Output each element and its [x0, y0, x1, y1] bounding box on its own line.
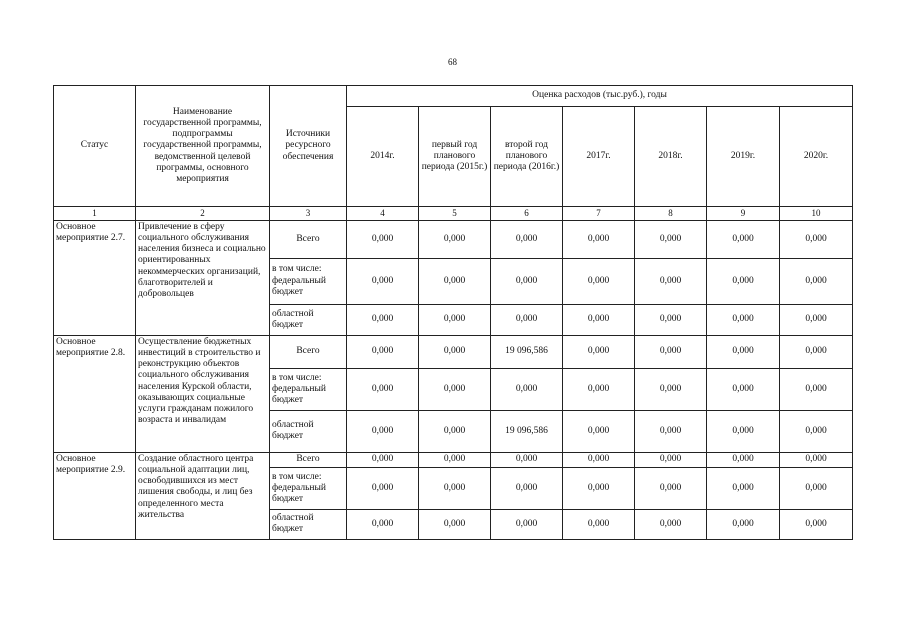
expenditure-table: [53, 85, 853, 540]
amount-cell: 0,000: [563, 304, 635, 335]
column-number: 7: [563, 207, 635, 221]
amount-cell: 0,000: [563, 467, 635, 509]
amount-cell: 0,000: [563, 258, 635, 304]
amount-cell: 0,000: [635, 509, 707, 539]
amount-cell: 0,000: [419, 467, 491, 509]
amount-cell: 0,000: [780, 220, 853, 258]
header-year: 2020г.: [780, 107, 853, 207]
table-row: [54, 335, 853, 368]
amount-cell: 0,000: [707, 410, 780, 452]
amount-cell: 0,000: [707, 452, 780, 467]
amount-cell: 0,000: [707, 335, 780, 368]
amount-cell: 0,000: [635, 410, 707, 452]
table-row: [54, 452, 853, 467]
funding-source: в том числе: федеральный бюджет: [270, 368, 347, 410]
amount-cell: 0,000: [707, 220, 780, 258]
column-number: 6: [491, 207, 563, 221]
amount-cell: 0,000: [491, 509, 563, 539]
table-row: [54, 220, 853, 258]
amount-cell: 0,000: [780, 467, 853, 509]
amount-cell: 0,000: [347, 509, 419, 539]
amount-cell: 0,000: [563, 220, 635, 258]
amount-cell: 0,000: [419, 220, 491, 258]
column-number: 10: [780, 207, 853, 221]
funding-source: областной бюджет: [270, 304, 347, 335]
amount-cell: 0,000: [707, 467, 780, 509]
header-name: Наименование государственной программы, подпрограммы государственной программы, ведомственной целевой программы, основного мероприятия: [136, 86, 270, 207]
amount-cell: 0,000: [707, 509, 780, 539]
amount-cell: 0,000: [563, 410, 635, 452]
amount-cell: 0,000: [780, 509, 853, 539]
amount-cell: 0,000: [491, 467, 563, 509]
amount-cell: 0,000: [419, 509, 491, 539]
amount-cell: 0,000: [419, 410, 491, 452]
amount-cell: 0,000: [347, 467, 419, 509]
activity-status: Основное мероприятие 2.7.: [54, 220, 136, 335]
header-status: Статус: [54, 86, 136, 207]
amount-cell: 19 096,586: [491, 410, 563, 452]
header-year: первый год планового периода (2015г.): [419, 107, 491, 207]
column-number-row: [54, 207, 853, 221]
column-number: 3: [270, 207, 347, 221]
funding-source: Всего: [270, 335, 347, 368]
amount-cell: 19 096,586: [491, 335, 563, 368]
amount-cell: 0,000: [635, 368, 707, 410]
amount-cell: 0,000: [780, 368, 853, 410]
activity-status: Основное мероприятие 2.9.: [54, 452, 136, 539]
header-year: 2014г.: [347, 107, 419, 207]
amount-cell: 0,000: [419, 258, 491, 304]
amount-cell: 0,000: [419, 452, 491, 467]
header-year: 2019г.: [707, 107, 780, 207]
amount-cell: 0,000: [563, 509, 635, 539]
funding-source: областной бюджет: [270, 509, 347, 539]
activity-rows: [54, 220, 853, 539]
amount-cell: 0,000: [347, 335, 419, 368]
column-number: 1: [54, 207, 136, 221]
amount-cell: 0,000: [491, 220, 563, 258]
amount-cell: 0,000: [347, 410, 419, 452]
header-year: 2017г.: [563, 107, 635, 207]
amount-cell: 0,000: [347, 258, 419, 304]
funding-source: Всего: [270, 220, 347, 258]
activity-name: Осуществление бюджетных инвестиций в строительство и реконструкцию объектов социального обслуживания населения Курской области, оказывающих социальные услуги гражданам пожилого возраста и инвалидам: [136, 335, 270, 452]
funding-source: областной бюджет: [270, 410, 347, 452]
amount-cell: 0,000: [780, 258, 853, 304]
funding-source: Всего: [270, 452, 347, 467]
column-number: 5: [419, 207, 491, 221]
amount-cell: 0,000: [347, 368, 419, 410]
amount-cell: 0,000: [491, 304, 563, 335]
column-number: 2: [136, 207, 270, 221]
amount-cell: 0,000: [635, 220, 707, 258]
amount-cell: 0,000: [635, 335, 707, 368]
activity-status: Основное мероприятие 2.8.: [54, 335, 136, 452]
funding-source: в том числе: федеральный бюджет: [270, 258, 347, 304]
amount-cell: 0,000: [635, 258, 707, 304]
column-number: 9: [707, 207, 780, 221]
header-source: Источники ресурсного обеспечения: [270, 86, 347, 207]
amount-cell: 0,000: [707, 258, 780, 304]
amount-cell: 0,000: [780, 304, 853, 335]
amount-cell: 0,000: [635, 467, 707, 509]
activity-name: Создание областного центра социальной адаптации лиц, освободившихся из мест лишения свободы, и лиц без определенного места жительства: [136, 452, 270, 539]
amount-cell: 0,000: [491, 368, 563, 410]
amount-cell: 0,000: [491, 452, 563, 467]
amount-cell: 0,000: [563, 368, 635, 410]
amount-cell: 0,000: [707, 304, 780, 335]
amount-cell: 0,000: [491, 258, 563, 304]
amount-cell: 0,000: [635, 452, 707, 467]
amount-cell: 0,000: [419, 368, 491, 410]
page-number: 68: [448, 57, 457, 67]
header-estimate: Оценка расходов (тыс.руб.), годы: [347, 86, 853, 107]
amount-cell: 0,000: [780, 452, 853, 467]
funding-source: в том числе: федеральный бюджет: [270, 467, 347, 509]
activity-name: Привлечение в сферу социального обслуживания населения бизнеса и социально ориентированных некоммерческих организаций, благотворителей и добровольцев: [136, 220, 270, 335]
amount-cell: 0,000: [635, 304, 707, 335]
amount-cell: 0,000: [707, 368, 780, 410]
amount-cell: 0,000: [347, 452, 419, 467]
header-year: второй год планового периода (2016г.): [491, 107, 563, 207]
amount-cell: 0,000: [563, 452, 635, 467]
header-year: 2018г.: [635, 107, 707, 207]
amount-cell: 0,000: [419, 304, 491, 335]
amount-cell: 0,000: [780, 410, 853, 452]
amount-cell: 0,000: [563, 335, 635, 368]
amount-cell: 0,000: [347, 220, 419, 258]
amount-cell: 0,000: [347, 304, 419, 335]
amount-cell: 0,000: [780, 335, 853, 368]
column-number: 4: [347, 207, 419, 221]
amount-cell: 0,000: [419, 335, 491, 368]
column-number: 8: [635, 207, 707, 221]
